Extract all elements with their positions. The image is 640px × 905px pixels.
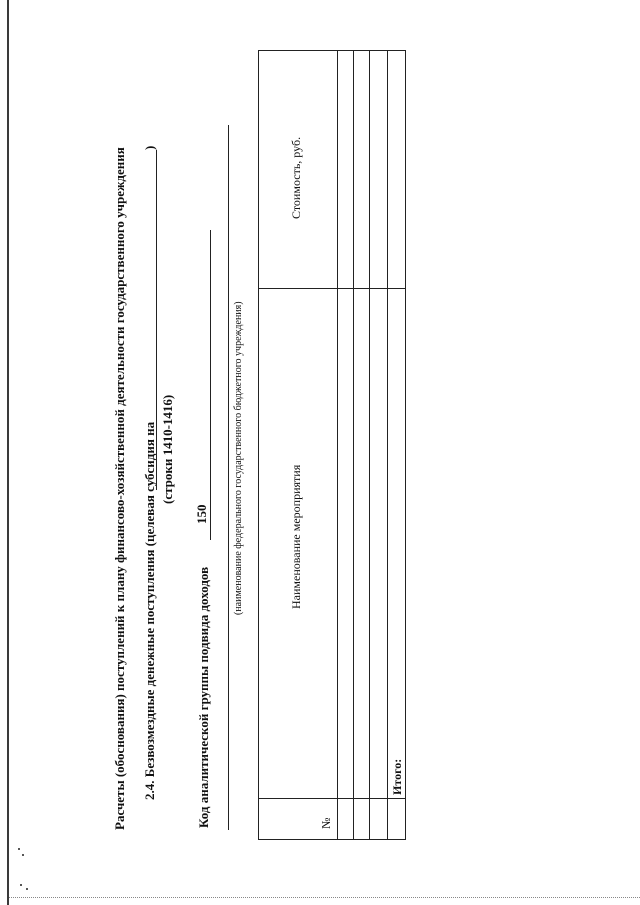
calculation-table [258,50,406,840]
col-divider-1 [259,798,405,799]
subsidy-underline [156,150,157,490]
section-subtitle: 2.4. Безвозмездные денежные поступления (целевая субсидия на [142,421,157,800]
income-code-label: Код аналитической группы подвида доходов [196,566,211,828]
column-header-activity: Наименование мероприятия [289,464,303,609]
income-code-underline [210,230,211,540]
column-header-cost: Стоимость, руб. [289,136,303,219]
row-divider-1 [337,51,338,839]
total-label: Итого: [390,758,404,795]
document-title: Расчеты (обоснования) поступлений к плану финансово-хозяйственной деятельности государственного учреждения [112,147,127,830]
organization-caption: (наименование федерального государственного бюджетного учреждения) [233,301,244,615]
page-bottom-edge [9,897,640,899]
row-divider-2 [353,51,354,839]
col-divider-2 [259,288,405,289]
organization-underline [228,125,229,830]
column-header-number: № [319,817,333,829]
page-edge [7,0,9,905]
subtitle-closing-paren: ) [142,145,157,150]
rotated-document [60,40,420,840]
income-code-value: 150 [194,504,209,524]
row-divider-3 [369,51,370,839]
row-divider-4 [387,51,388,839]
lines-reference: (строки 1410-1416) [160,394,175,504]
